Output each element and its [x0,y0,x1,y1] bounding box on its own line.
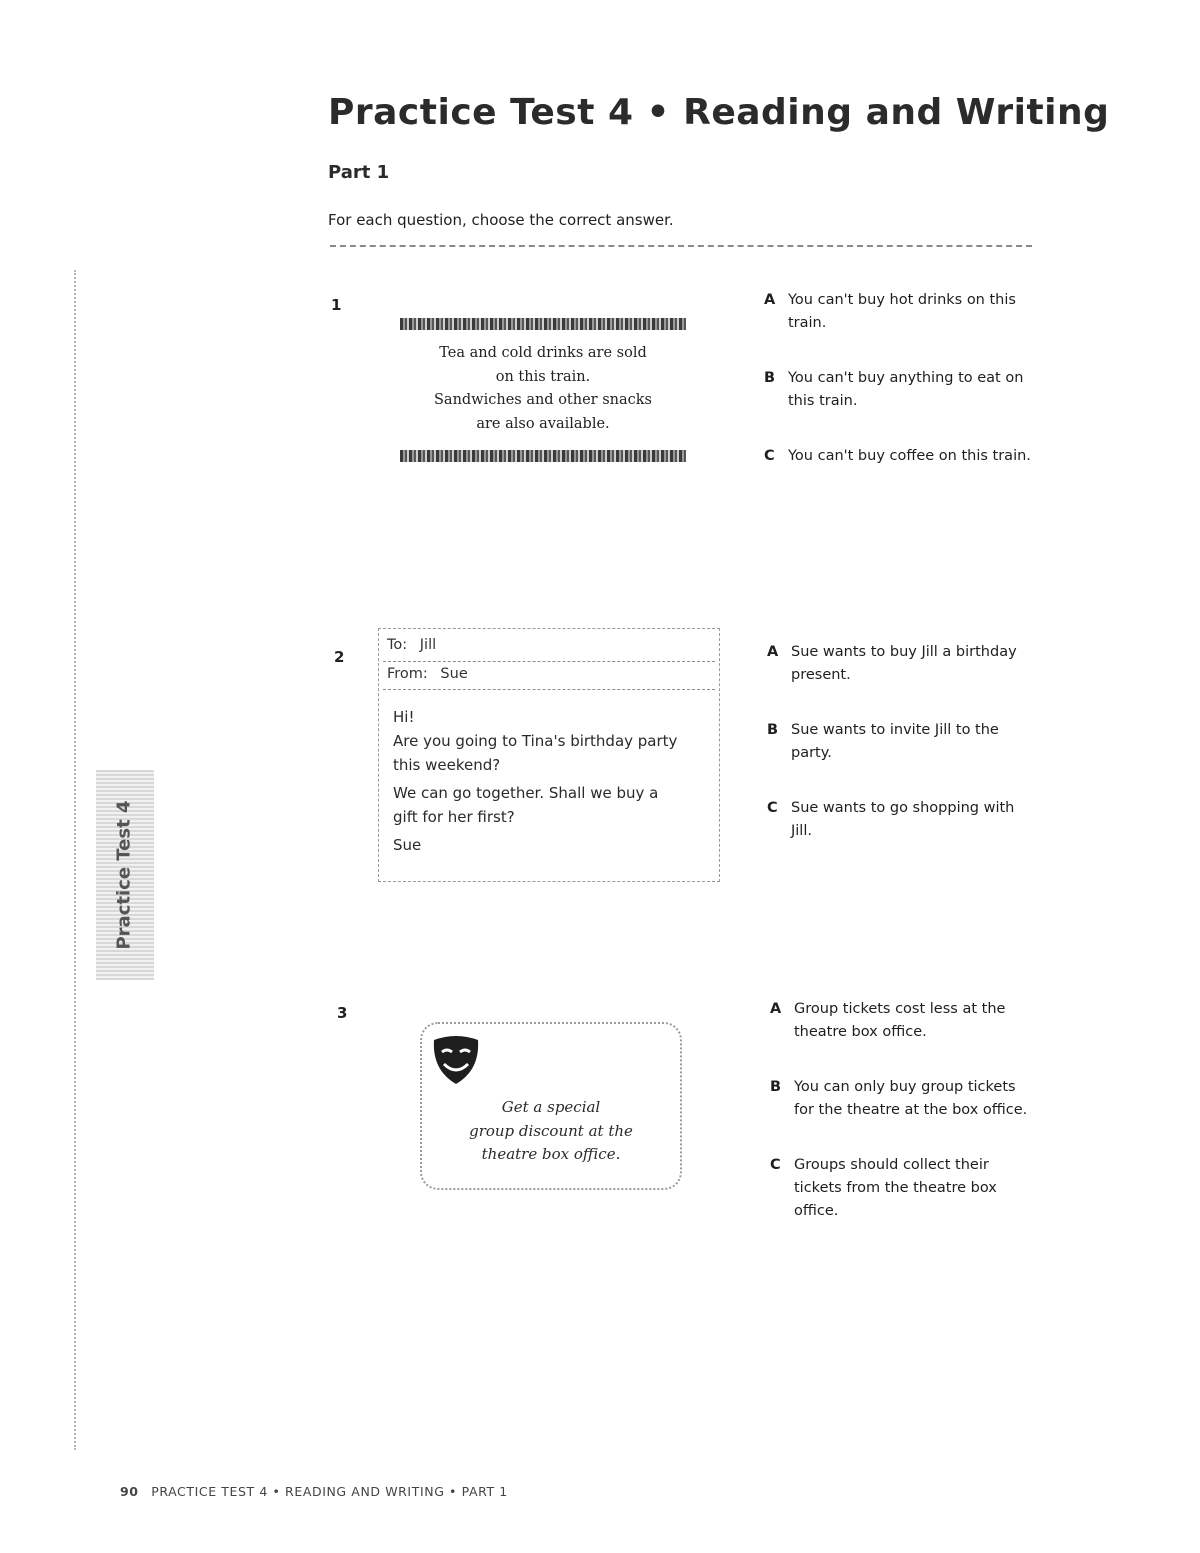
option-letter: C [764,448,775,464]
question-number-3: 3 [337,1004,348,1022]
option-letter: B [770,1079,782,1095]
theatre-notice [420,1022,682,1190]
notice-line: Sandwiches and other snacks [433,392,652,408]
page-edge-line [74,270,76,1450]
notice-line: on this train. [495,368,591,385]
email-to-row [387,637,436,653]
option-letter: C [770,1157,781,1173]
option-text: Group tickets cost less at the theatre box office. [794,1001,1006,1040]
email-from-value: Sue [440,666,468,682]
option-letter: A [764,292,776,308]
option-2a[interactable] [767,641,1037,691]
train-notice [400,318,686,462]
question-number-2: 2 [334,648,345,666]
option-text: You can't buy coffee on this train. [788,448,1031,464]
notice-bottom-border [400,450,686,462]
option-text: Groups should collect their tickets from the theatre box office. [794,1157,997,1219]
option-1b[interactable] [764,367,1034,417]
email-message [378,628,720,882]
page-title: Practice Test 4 • Reading and Writing [328,92,1110,133]
email-from-row [387,666,468,682]
divider [330,245,1032,247]
option-2c[interactable] [767,797,1037,847]
page-number: 90 [120,1484,139,1499]
email-to-value: Jill [419,637,437,653]
option-text: Sue wants to go shopping with Jill. [791,800,1015,839]
notice-line: theatre box office. [481,1145,621,1163]
email-from-label: From: [387,666,428,682]
side-tab-label: Practice Test 4 [113,800,135,950]
option-text: You can't buy anything to eat on this train. [788,370,1024,409]
email-signature: Sue [393,836,422,854]
option-letter: C [767,800,778,816]
option-text: Sue wants to invite Jill to the party. [791,722,999,761]
notice-text [422,1096,680,1167]
option-1c[interactable] [764,445,1034,495]
option-text: You can only buy group tickets for the theatre at the box office. [794,1079,1028,1118]
option-letter: B [764,370,776,386]
theatre-mask-icon [428,1030,486,1088]
option-3c[interactable] [770,1154,1040,1228]
email-line: Are you going to Tina's birthday party [393,732,678,750]
email-line: Hi! [393,708,415,726]
email-to-label: To: [387,637,408,653]
question-number-1: 1 [331,296,342,314]
email-line: gift for her first? [393,808,515,826]
option-3a[interactable] [770,998,1040,1048]
part-heading: Part 1 [328,162,390,183]
email-line: We can go together. Shall we buy a [393,784,659,802]
email-divider [383,689,715,690]
notice-top-border [400,318,686,330]
option-2b[interactable] [767,719,1037,769]
email-divider [383,661,715,662]
notice-line: group discount at the [469,1121,633,1140]
email-body [393,705,713,857]
option-text: Sue wants to buy Jill a birthday present. [791,644,1017,683]
footer-text: PRACTICE TEST 4 • READING AND WRITING • PART 1 [151,1484,508,1499]
page-footer [120,1484,508,1499]
option-1a[interactable] [764,289,1034,339]
option-letter: A [770,1001,782,1017]
option-3b[interactable] [770,1076,1040,1126]
instructions: For each question, choose the correct answer. [328,211,674,229]
notice-text [400,342,686,436]
option-text: You can't buy hot drinks on this train. [788,292,1016,331]
email-line: this weekend? [393,756,501,774]
option-letter: A [767,644,779,660]
notice-line: Get a special [501,1098,601,1116]
option-letter: B [767,722,779,738]
notice-line: are also available. [476,415,610,432]
notice-line: Tea and cold drinks are sold [439,345,647,361]
